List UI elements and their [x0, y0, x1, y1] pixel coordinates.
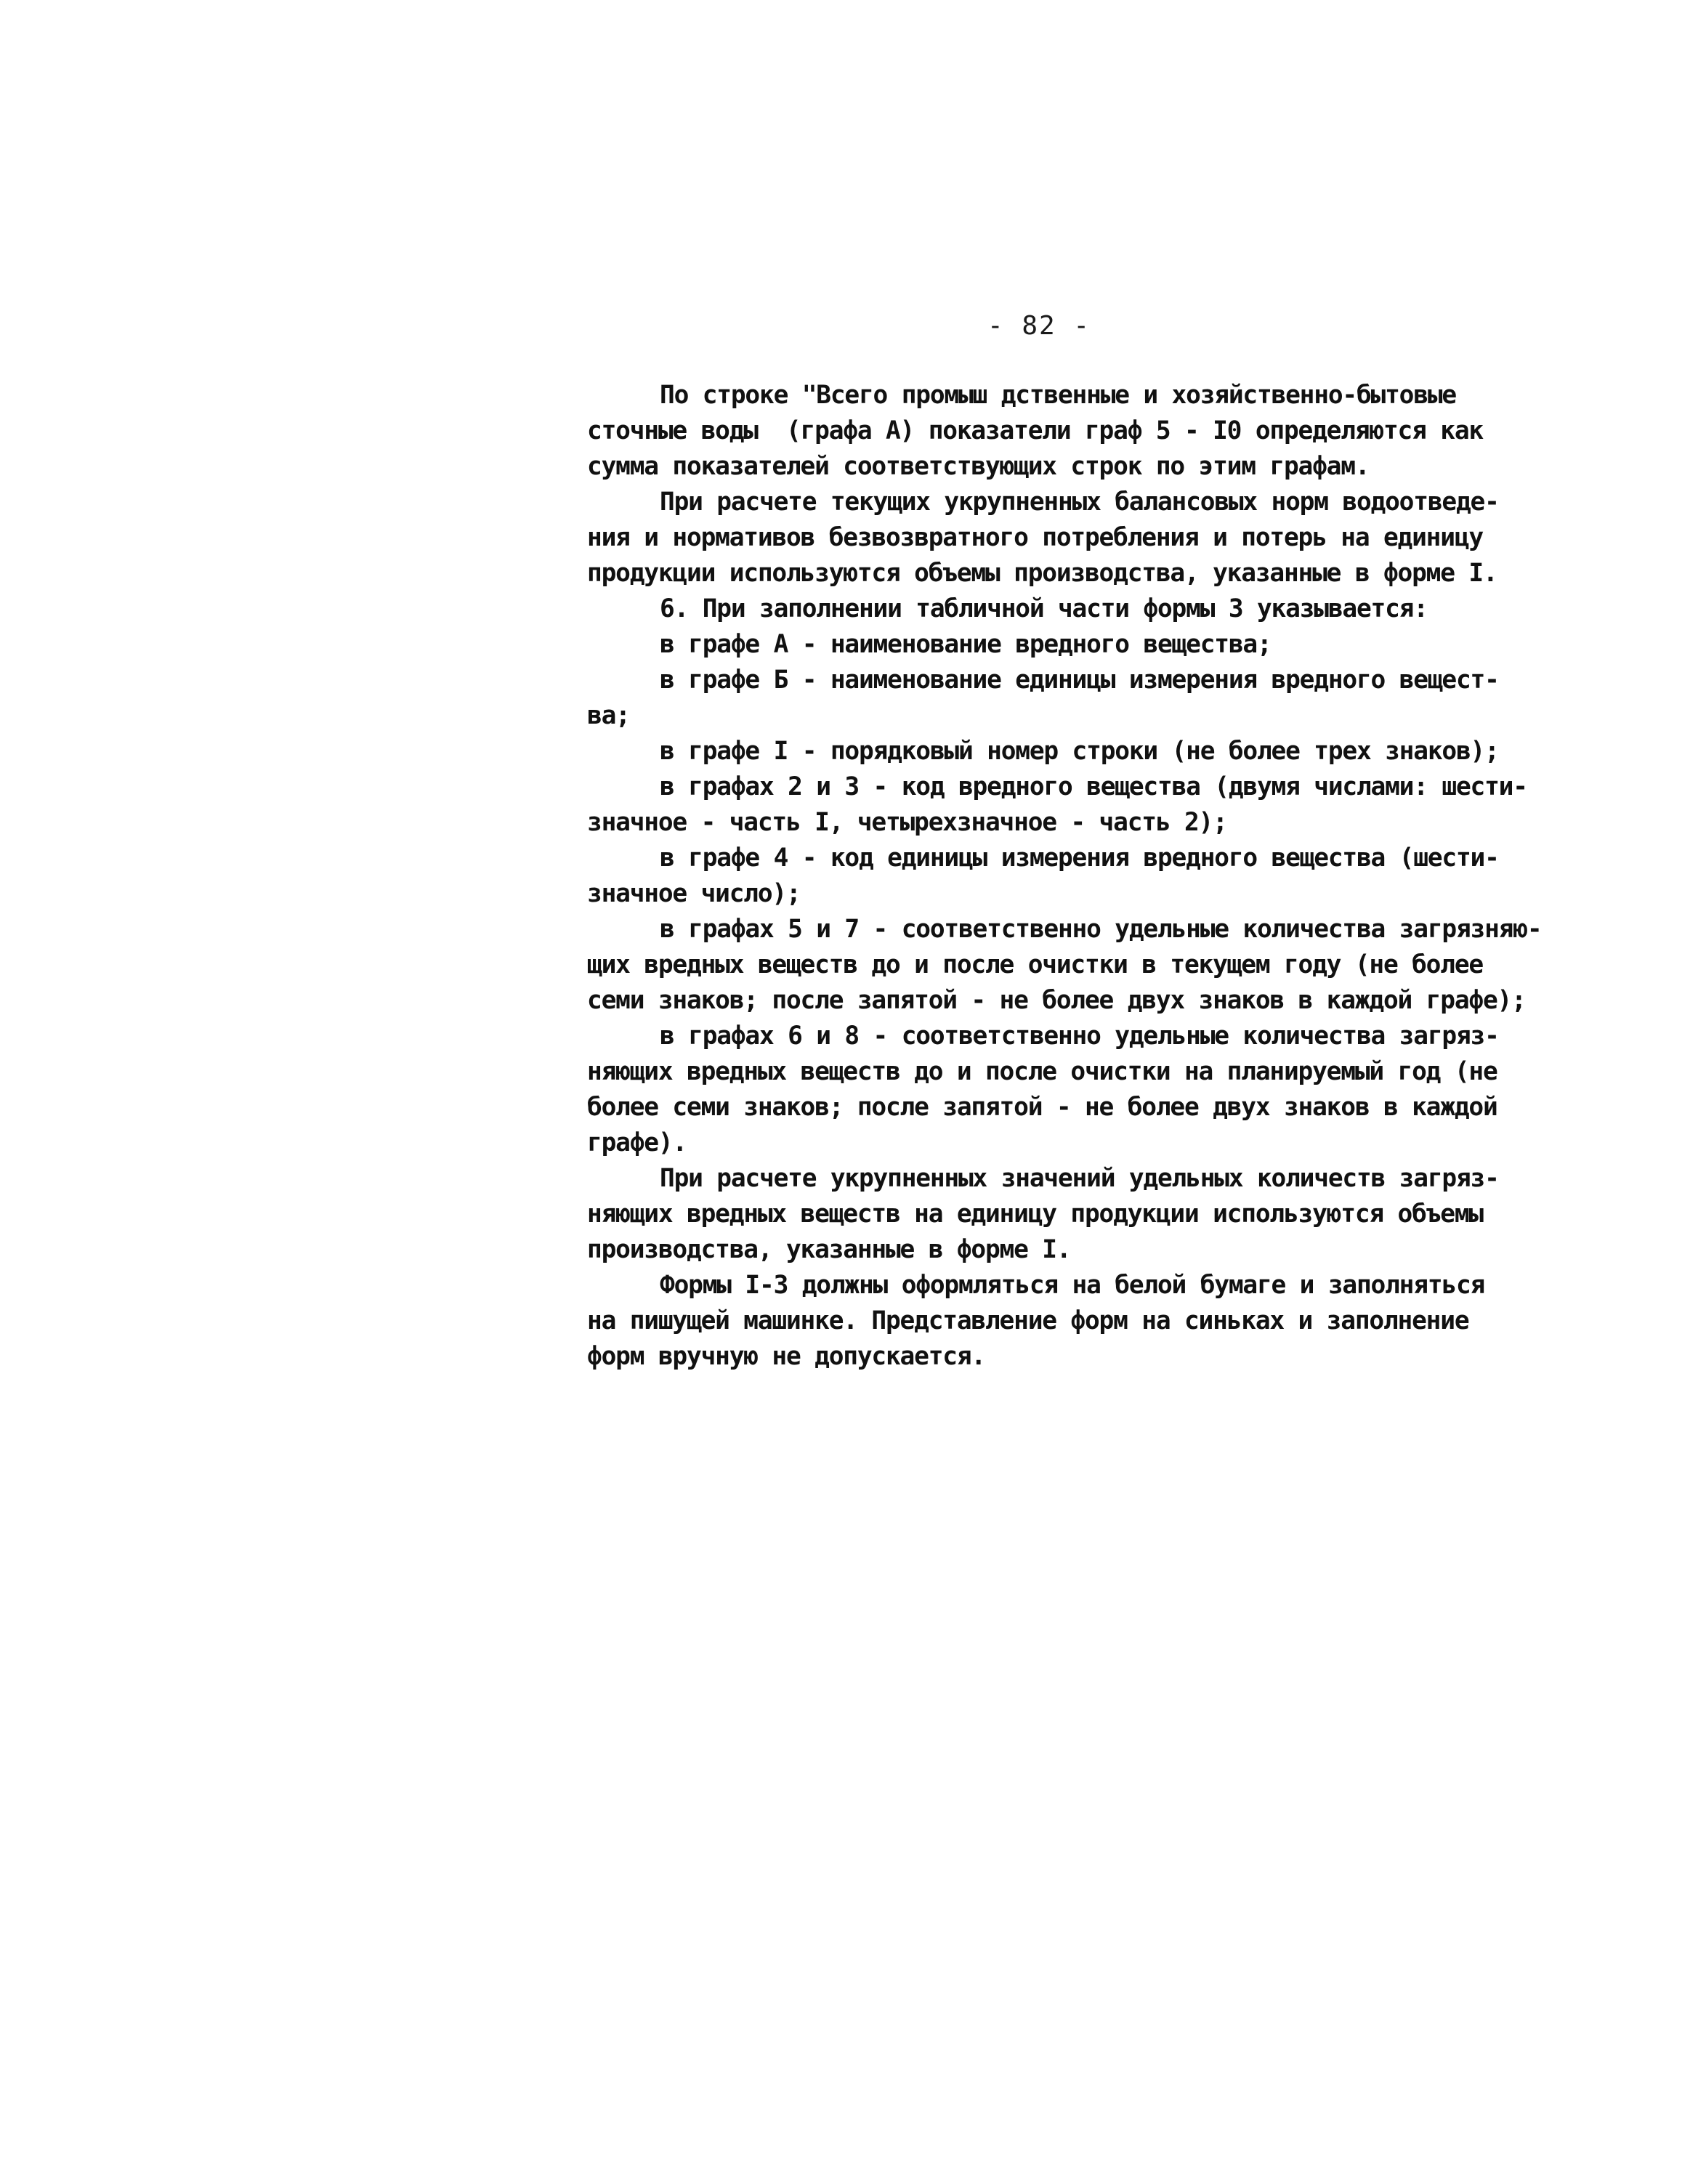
- text-line: в графе 4 - код единицы измерения вредного вещества (шести-: [660, 844, 1499, 873]
- text-line: продукции используются объемы производства, указанные в форме I.: [587, 559, 1497, 588]
- text-line: Формы I-3 должны оформляться на белой бумаге и заполняться: [660, 1271, 1485, 1300]
- text-line: значное число);: [587, 879, 801, 908]
- text-line: более семи знаков; после запятой - не более двух знаков в каждой: [587, 1093, 1497, 1122]
- text-line: на пишущей машинке. Представление форм на синьках и заполнение: [587, 1306, 1469, 1335]
- text-line: няющих вредных веществ на единицу продукции используются объемы: [587, 1200, 1483, 1229]
- text-line: По строке "Всего промыш дственные и хозяйственно-бытовые: [660, 381, 1456, 410]
- text-line: графе).: [587, 1128, 687, 1157]
- text-line: щих вредных веществ до и после очистки в текущем году (не более: [587, 950, 1483, 979]
- text-line: в графах 5 и 7 - соответственно удельные количества загрязняю-: [660, 915, 1542, 944]
- text-line: в графе А - наименование вредного вещества;: [660, 630, 1272, 659]
- text-line: ния и нормативов безвозвратного потребления и потерь на единицу: [587, 523, 1483, 552]
- text-line: При расчете текущих укрупненных балансовых норм водоотведе-: [660, 488, 1499, 517]
- text-line: няющих вредных веществ до и после очистки на планируемый год (не: [587, 1057, 1497, 1086]
- text-line: в графе I - порядковый номер строки (не более трех знаков);: [660, 737, 1499, 766]
- body-text: [587, 378, 1561, 1375]
- text-line: в графах 2 и 3 - код вредного вещества (двумя числами: шести-: [660, 772, 1527, 801]
- text-line: ва;: [587, 701, 630, 730]
- text-line: 6. При заполнении табличной части формы 3 указывается:: [660, 594, 1428, 623]
- text-line: форм вручную не допускается.: [587, 1342, 985, 1371]
- text-line: сумма показателей соответствующих строк по этим графам.: [587, 452, 1370, 481]
- page-number: - 82 -: [987, 311, 1091, 341]
- text-line: сточные воды (графа А) показатели граф 5 - I0 определяются как: [587, 416, 1483, 445]
- text-line: производства, указанные в форме I.: [587, 1235, 1071, 1264]
- text-line: в графах 6 и 8 - соответственно удельные количества загряз-: [660, 1022, 1499, 1051]
- text-line: в графе Б - наименование единицы измерения вредного вещест-: [660, 666, 1499, 695]
- text-line: При расчете укрупненных значений удельных количеств загряз-: [660, 1164, 1499, 1193]
- text-line: семи знаков; после запятой - не более двух знаков в каждой графе);: [587, 986, 1526, 1015]
- text-line: значное - часть I, четырехзначное - часть 2);: [587, 808, 1227, 837]
